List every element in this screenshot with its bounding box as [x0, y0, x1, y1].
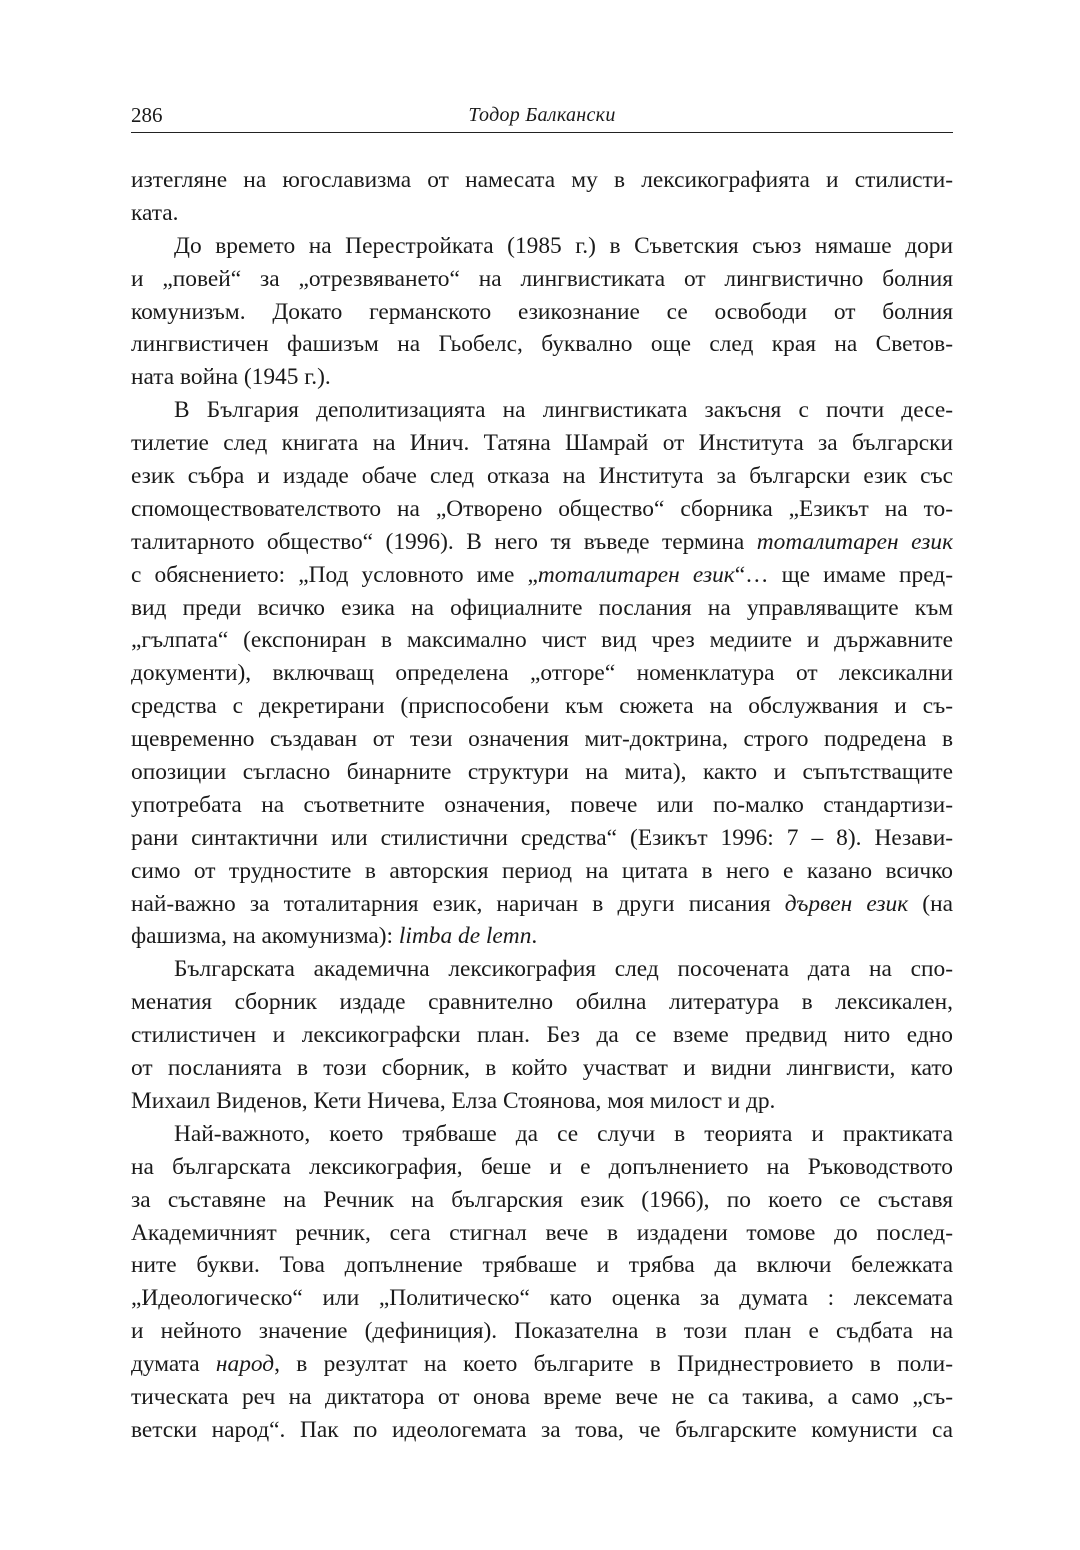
text-line: спомоществователството на „Отворено общество“ сборника „Езикът на то- — [131, 495, 953, 522]
text-line: В България деполитизацията на лингвистиката закъсня с почти десе- — [174, 397, 953, 424]
text-segment: думата — [131, 1351, 200, 1378]
text-line: от посланията в този сборник, в който участват и видни лингвисти, като — [131, 1055, 953, 1082]
text-line: стилистичен и лексикографски план. Без да се вземе предвид нито едно — [131, 1022, 953, 1049]
paragraph — [131, 953, 953, 1117]
text-line: документи), включващ определена „отгоре“ номенклатура от лексикални — [131, 660, 953, 687]
italic-term: дървен език — [784, 890, 909, 917]
text-segment: . — [531, 923, 538, 950]
text-line: на българската лексикография, беше и е допълнението на Ръководството — [131, 1153, 953, 1180]
text-line — [131, 920, 953, 953]
italic-term: тоталитарен език — [756, 528, 953, 555]
text-line: ката. — [131, 199, 179, 226]
text-line — [131, 888, 953, 921]
body-text — [131, 164, 953, 1447]
text-line: Академичният речник, сега стигнал вече в издадени томове до послед- — [131, 1219, 953, 1246]
text-line: менатия сборник издаде сравнително обилна литература в лексикален, — [131, 989, 953, 1016]
text-line: език събра и издаде обаче след отказа на Института за български език със — [131, 463, 953, 490]
text-segment: най-важно за тоталитарния език, наричан в други писания — [131, 890, 771, 917]
text-line: средства с декретирани (приспособени към сюжета на обслужвания и съ- — [131, 693, 953, 720]
running-head-author: Тодор Балкански — [468, 104, 616, 126]
paragraph — [131, 164, 953, 230]
text-line: „Идеологическо“ или „Политическо“ като оценка за думата : лексемата — [131, 1285, 953, 1312]
text-line: Най-важното, което трябваше да се случи в теорията и практиката — [174, 1120, 953, 1147]
italic-term: тоталитарен език — [537, 561, 735, 588]
text-line: употребата на съответните означения, повече или по-малко стандартизи- — [131, 791, 953, 818]
paragraph — [131, 230, 953, 394]
text-line: тическата реч на диктатора от онова време вече не са такива, а само „съ- — [131, 1383, 953, 1410]
paragraph — [131, 394, 953, 953]
text-line — [131, 1348, 953, 1381]
text-line: ветски народ“. Пак по идеологемата за това, че българските комунисти са — [131, 1416, 953, 1443]
text-line: тилетие след книгата на Инич. Татяна Шамрай от Института за български — [131, 430, 953, 457]
text-line: изтегляне на югославизма от намесата му в лексикографията и стилисти- — [131, 167, 953, 193]
text-line: комунизъм. Докато германското езикознание се освободи от болния — [131, 298, 953, 325]
text-line: опозиции съгласно бинарните структури на мита), както и съпътстващите — [131, 759, 953, 786]
text-line: щевременно създаван от тези означения мит-доктрина, строго подредена в — [131, 726, 953, 753]
text-line: лингвистичен фашизъм на Гьобелс, буквално още след края на Светов- — [131, 331, 953, 358]
text-line: Михаил Виденов, Кети Ничева, Елза Стоянова, моя милост и др. — [131, 1087, 776, 1114]
text-line: До времето на Перестройката (1985 г.) в Съветския съюз нямаше дори — [174, 232, 953, 259]
text-line — [131, 559, 953, 592]
text-line: и нейното значение (дефиниция). Показателна в този план е съдбата на — [131, 1318, 953, 1345]
text-segment: фашизма, на акомунизма): — [131, 923, 394, 950]
text-segment: с обяснението: „Под условното име „ — [131, 561, 538, 588]
text-line: ните букви. Това допълнение трябваше и трябва да включи бележката — [131, 1252, 953, 1279]
text-line: за съставяне на Речник на българския език (1966), по което се съставя — [131, 1186, 953, 1213]
italic-term: народ — [215, 1351, 275, 1378]
italic-term: limba de lemn — [398, 923, 532, 950]
page-number: 286 — [131, 103, 163, 127]
text-segment: , в резултат на което българите в Приднестровието в поли- — [274, 1351, 953, 1378]
text-line: „гълпата“ (експониран в максимално чист вид чрез медиите и държавните — [131, 627, 953, 654]
paragraph — [131, 1118, 953, 1447]
text-segment: (на — [908, 890, 953, 917]
text-line: симо от трудностите в авторския период на цитата в него е казано всичко — [131, 857, 953, 884]
text-line: рани синтактични или стилистични средства“ (Езикът 1996: 7 – 8). Незави- — [131, 824, 953, 851]
text-line: и „повей“ за „отрезвяването“ на лингвистиката от лингвистично болния — [131, 265, 953, 292]
text-line: Българската академична лексикография след посочената дата на спо- — [174, 956, 953, 983]
text-line: вид преди всичко езика на официалните послания на управляващите към — [131, 594, 953, 621]
text-line: ната война (1945 г.). — [131, 364, 331, 391]
text-line — [131, 526, 953, 559]
text-segment: талитарното общество“ (1996). В него тя въведе термина — [131, 528, 745, 555]
running-header — [131, 98, 953, 133]
text-segment: “… ще имаме пред- — [734, 561, 953, 588]
